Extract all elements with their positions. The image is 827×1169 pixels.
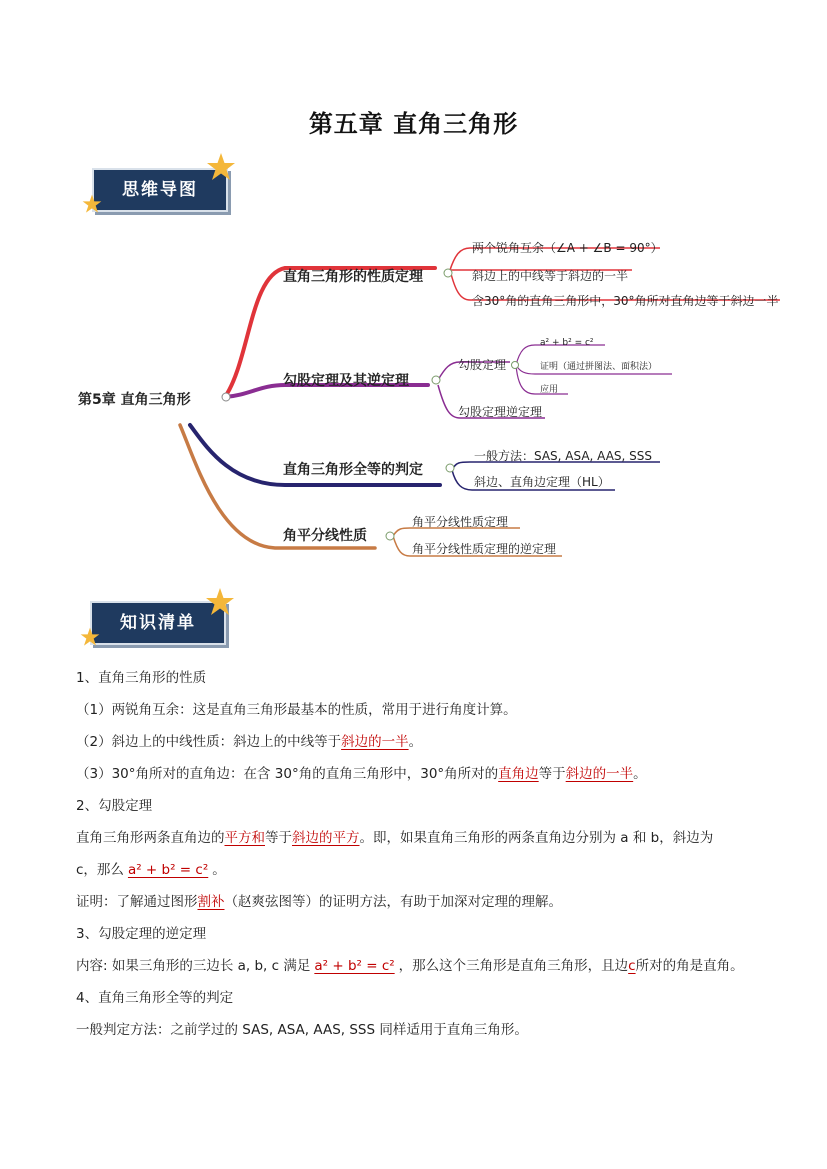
fill-blank: c [628, 958, 636, 974]
fill-blank: 割补 [197, 894, 225, 910]
mindmap-leaf: 证明（通过拼图法、面积法） [540, 362, 658, 372]
mindmap-leaf: 角平分线性质定理的逆定理 [412, 542, 557, 556]
item-text: （1）两锐角互余：这是直角三角形最基本的性质，常用于进行角度计算。 [76, 702, 517, 718]
star-icon [205, 587, 235, 617]
item-text: 直角三角形两条直角边的平方和等于斜边的平方。即，如果直角三角形的两条直角边分别为 a 和 b，斜边为 [76, 830, 714, 846]
mindmap-leaf: 角平分线性质定理 [412, 515, 509, 529]
section-heading: 1、直角三角形的性质 [76, 670, 207, 686]
formula: a² + b² = c² [314, 958, 395, 974]
page-title: 第五章 直角三角形 [308, 110, 519, 138]
mindmap-badge: 思维导图 [92, 168, 228, 212]
item-text: （3）30°角所对的直角边：在含 30°角的直角三角形中，30°角所对的直角边等于斜边的一半。 [76, 766, 647, 782]
fill-blank: 斜边的平方 [292, 830, 360, 846]
fill-blank: 斜边的一半 [565, 766, 634, 782]
mindmap-leaf: 两个锐角互余（∠A + ∠B = 90°） [472, 241, 663, 255]
mindmap-leaf: 一般方法：SAS, ASA, AAS, SSS [474, 449, 653, 463]
fill-blank: 平方和 [224, 830, 265, 846]
mindmap-branch: 直角三角形的性质定理 [283, 269, 423, 285]
mindmap-leaf: 含30°角的直角三角形中，30°角所对直角边等于斜边一半 [472, 294, 779, 308]
star-icon [80, 627, 100, 647]
mindmap-leaf: 应用 [540, 385, 559, 395]
section-heading: 3、勾股定理的逆定理 [76, 926, 207, 942]
item-text: c，那么 a² + b² = c² 。 [76, 862, 226, 878]
fill-blank: 斜边的一半 [341, 734, 409, 750]
mind-map [0, 225, 827, 570]
star-icon [206, 152, 236, 182]
checklist-badge: 知识清单 [90, 601, 226, 645]
item-text: 证明：了解通过图形割补（赵爽弦图等）的证明方法，有助于加深对定理的理解。 [76, 894, 562, 910]
item-text: 内容: 如果三角形的三边长 a, b, c 满足 a² + b² = c² ，那么这个三角形是直角三角形，且边c所对的角是直角。 [76, 958, 744, 974]
section-heading: 2、勾股定理 [76, 798, 153, 814]
star-icon [82, 194, 102, 214]
mindmap-root: 第5章 直角三角形 [78, 392, 191, 408]
formula: a² + b² = c² [127, 862, 209, 878]
mindmap-branch: 勾股定理及其逆定理 [283, 373, 409, 389]
mindmap-leaf: 斜边上的中线等于斜边的一半 [472, 269, 629, 283]
mindmap-sub: 勾股定理逆定理 [458, 405, 543, 419]
mindmap-leaf: 斜边、直角边定理（HL） [474, 475, 610, 489]
mindmap-leaf: a² + b² = c² [540, 338, 594, 348]
section-heading: 4、直角三角形全等的判定 [76, 990, 234, 1006]
mindmap-branch: 直角三角形全等的判定 [283, 462, 423, 478]
fill-blank: 直角边 [498, 766, 539, 782]
mindmap-sub: 勾股定理 [458, 358, 507, 372]
knowledge-list [76, 668, 766, 1040]
item-text: （2）斜边上的中线性质：斜边上的中线等于斜边的一半。 [76, 734, 423, 750]
item-text: 一般判定方法：之前学过的 SAS, ASA, AAS, SSS 同样适用于直角三角形。 [76, 1022, 528, 1038]
mindmap-branch: 角平分线性质 [283, 528, 367, 544]
